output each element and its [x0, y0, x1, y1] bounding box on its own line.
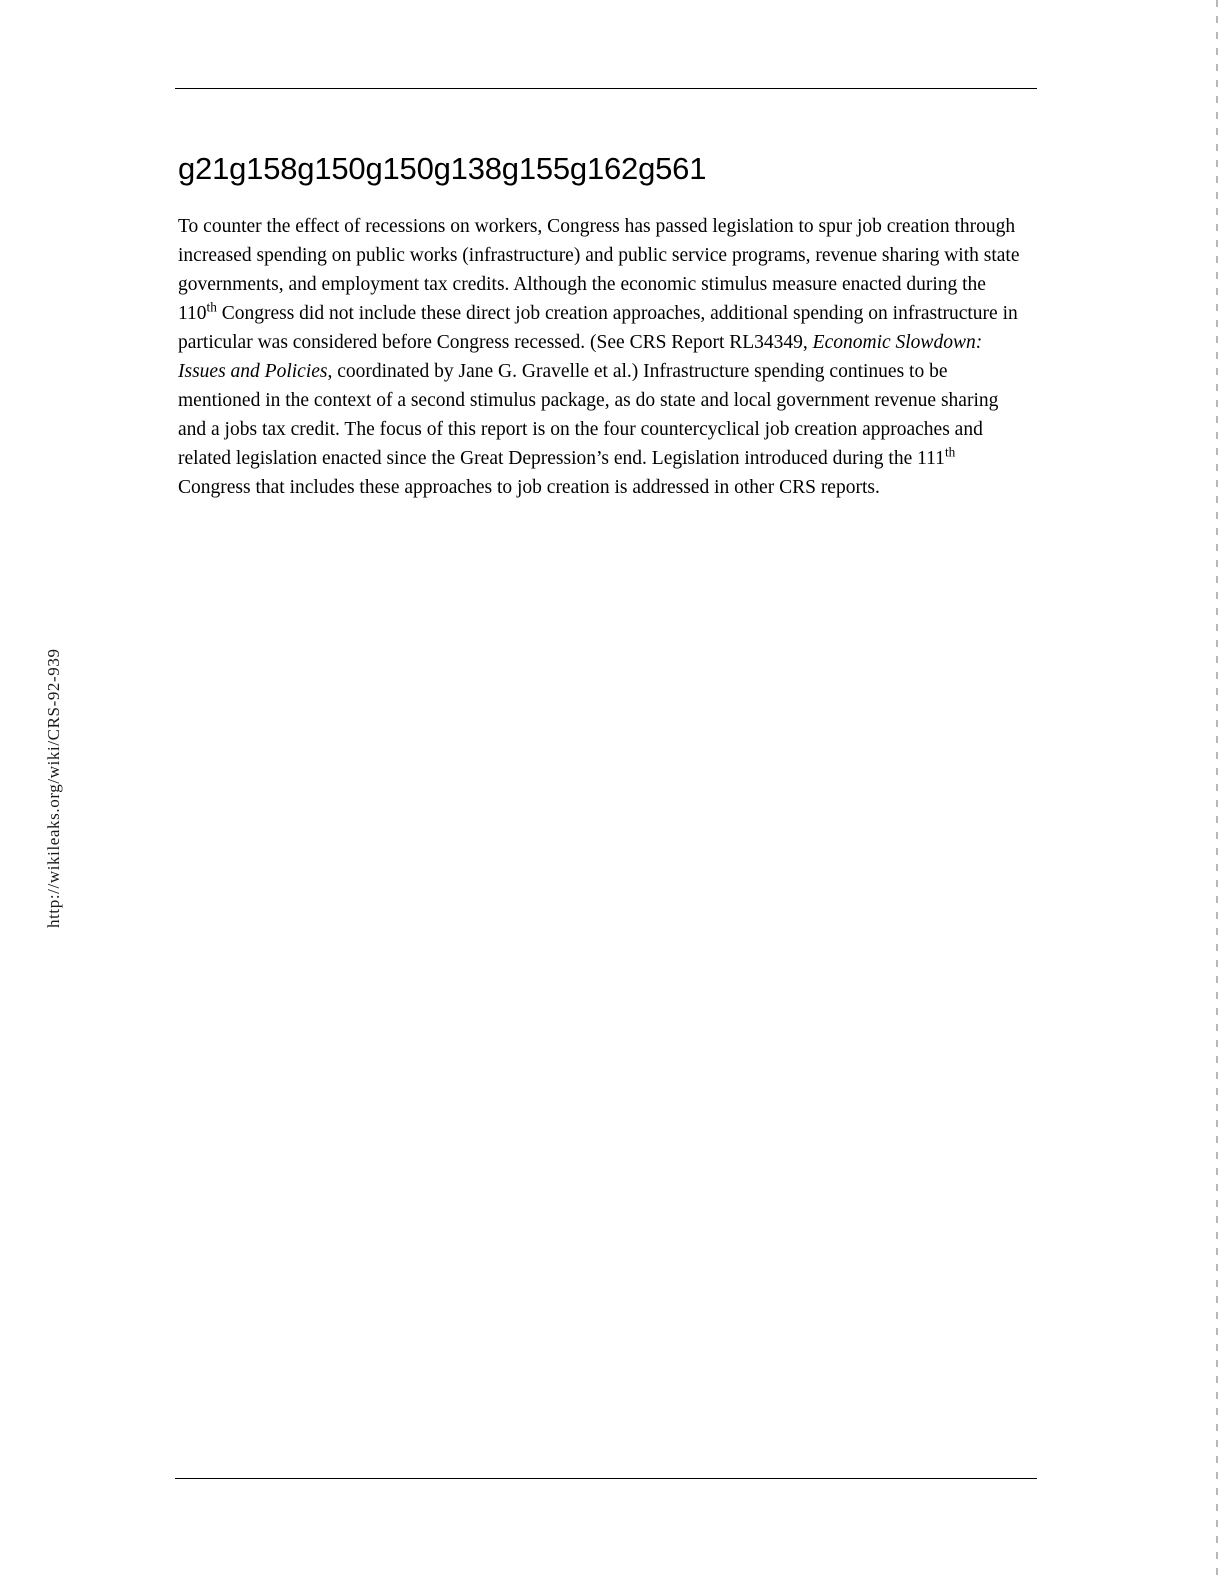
wikileaks-url-text: http://wikileaks.org/wiki/CRS-92-939 [44, 648, 63, 928]
paragraph-segment-1: To counter the effect of recessions on workers, Congress has passed legislation to spur job creation through increased spending on public works (infrastructure) and public service programs, revenue sharing with state governments, and employment tax credits. Although the economic stimulus measure enacted during the 110 [178, 216, 1020, 325]
superscript-ordinal-111: th [944, 444, 956, 460]
page-title: g21g158g150g150g138g155g162g561 [178, 151, 707, 186]
superscript-ordinal-110: th [206, 299, 217, 315]
footer-rule [175, 1478, 1037, 1479]
page-content [178, 150, 1026, 503]
header-rule [175, 88, 1037, 89]
paragraph-segment-2: Congress did not include these direct job creation approaches, additional spending on infrastructure in particular was considered before Congress recessed. (See CRS Report RL34349, [178, 303, 1018, 353]
wikileaks-url-stamp [44, 588, 64, 928]
paragraph-segment-3: , coordinated by Jane G. Gravelle et al.) Infrastructure spending continues to be mentioned in the context of a second stimulus package, as do state and local government revenue sharing and a jobs tax credit. The focus of this report is on the four countercyclical job creation approaches and related legislation enacted since the Great Depression’s end. Legislation introduced during the 111 [178, 360, 999, 469]
paragraph-segment-4: Congress that includes these approaches to job creation is addressed in other CRS reports. [178, 476, 880, 498]
scan-edge-artifact [1216, 0, 1218, 1584]
report-title-italic: Economic Slowdown: Issues and Policies [178, 332, 983, 382]
body-paragraph [178, 213, 1026, 503]
